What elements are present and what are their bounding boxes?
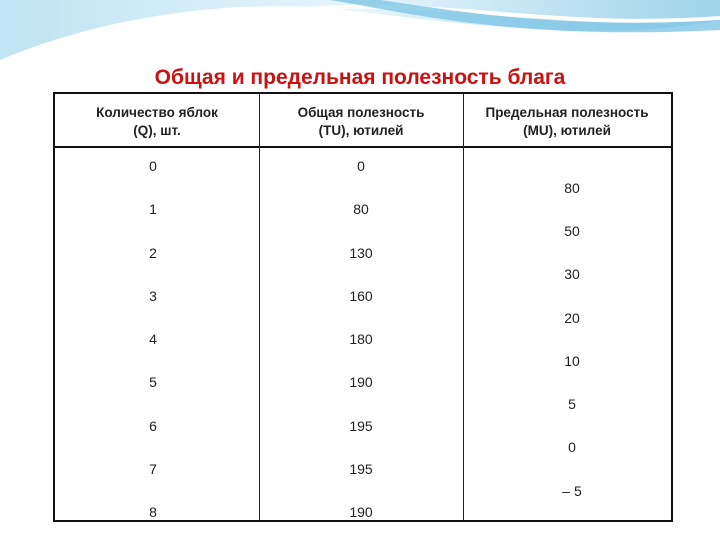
marginal-utility-cell: 30 [564,266,580,282]
total-utility-cell: 190 [349,504,373,520]
header-marginal-utility [463,104,671,140]
column-divider [463,94,464,520]
header-marginal-utility-line2: (MU), ютилей [523,123,611,138]
marginal-utility-cell: 0 [568,439,576,455]
quantity-cell: 0 [149,158,157,174]
marginal-utility-cell: 20 [564,310,580,326]
marginal-utility-cell: 80 [564,180,580,196]
total-utility-cell: 160 [349,288,373,304]
slide-title: Общая и предельная полезность блага [154,66,566,89]
header-total-utility [259,104,463,140]
quantity-cell: 6 [149,418,157,434]
total-utility-cell: 0 [357,158,365,174]
marginal-utility-cell: – 5 [562,483,582,499]
header-marginal-utility-line1: Предельная полезность [485,105,649,120]
total-utility-cell: 195 [349,461,373,477]
header-quantity [55,104,259,140]
total-utility-cell: 130 [349,245,373,261]
header-total-utility-line2: (TU), ютилей [318,123,404,138]
utility-table [53,92,673,522]
total-utility-cell: 180 [349,331,373,347]
marginal-utility-cell: 5 [568,396,576,412]
header-total-utility-line1: Общая полезность [297,105,425,120]
quantity-cell: 3 [149,288,157,304]
header-quantity-line1: Количество яблок [96,105,218,120]
marginal-utility-cell: 10 [564,353,580,369]
quantity-cell: 1 [149,201,157,217]
total-utility-cell: 190 [349,374,373,390]
total-utility-cell: 195 [349,418,373,434]
quantity-cell: 2 [149,245,157,261]
quantity-cell: 8 [149,504,157,520]
total-utility-cell: 80 [353,201,369,217]
header-divider [55,146,671,148]
header-quantity-line2: (Q), шт. [133,123,181,138]
quantity-cell: 7 [149,461,157,477]
quantity-cell: 4 [149,331,157,347]
marginal-utility-cell: 50 [564,223,580,239]
quantity-cell: 5 [149,374,157,390]
